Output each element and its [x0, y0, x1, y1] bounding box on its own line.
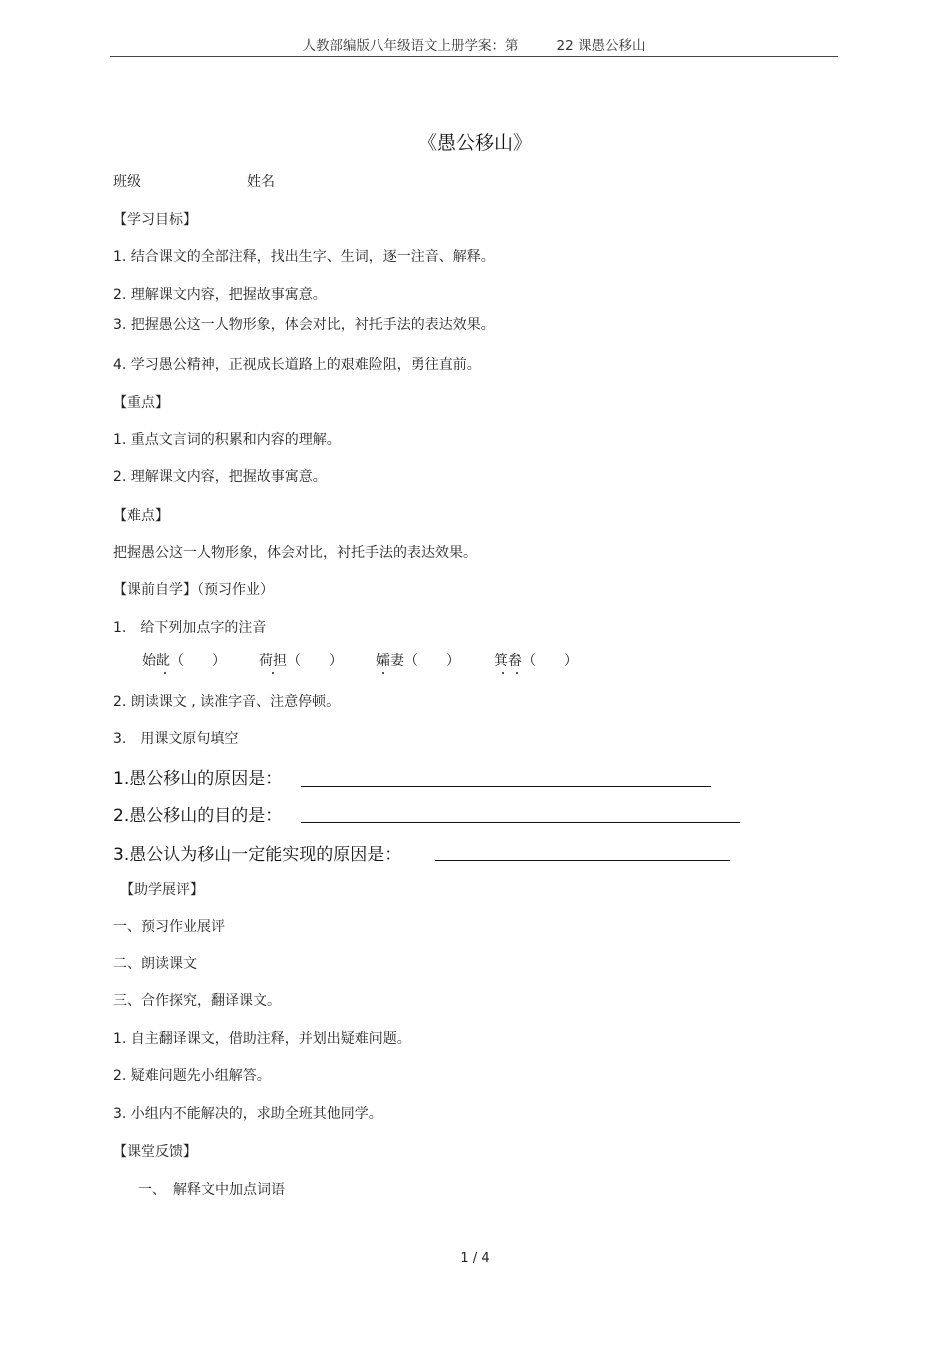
pinyin-blank: （ ）	[170, 653, 226, 669]
name-label: 姓名	[247, 174, 275, 190]
fill-blank-3-label: 3.愚公认为移山一定能实现的原因是：	[113, 845, 402, 865]
page-header	[110, 34, 838, 57]
goal-item-3: 3. 把握愚公这一人物形象，体会对比，衬托手法的表达效果。	[113, 317, 495, 333]
pinyin-item-2	[259, 650, 343, 670]
page-number: 1 / 4	[460, 1251, 490, 1266]
fill-blank-1-label: 1.愚公移山的原因是：	[113, 769, 283, 789]
pinyin-item-4	[494, 650, 578, 670]
key-item-2: 2. 理解课文内容，把握故事寓意。	[113, 469, 327, 485]
pinyin-item-1	[142, 650, 226, 670]
preview-heading: 【课前自学】（预习作业）	[113, 582, 274, 598]
header-left-text: 人教部编版八年级语文上册学案：第	[302, 38, 519, 54]
goals-heading: 【学习目标】	[113, 212, 197, 228]
header-right-text: 22 课愚公移山	[556, 38, 646, 54]
difficulty-heading: 【难点】	[113, 508, 169, 524]
pinyin-blank: （ ）	[522, 653, 578, 669]
pinyin-word: 荷担	[259, 653, 287, 669]
pinyin-blank: （ ）	[404, 653, 460, 669]
fill-blank-1-line[interactable]	[301, 786, 711, 787]
feedback-item-1: 一、 解释文中加点词语	[138, 1182, 285, 1198]
fill-blank-2-line[interactable]	[301, 822, 740, 823]
goal-item-1: 1. 结合课文的全部注释，找出生字、生词，逐一注音、解释。	[113, 249, 495, 265]
preview-question-3: 3. 用课文原句填空	[113, 731, 239, 747]
fill-blank-3-line[interactable]	[435, 860, 730, 861]
assist-heading: 【助学展评】	[120, 882, 204, 898]
assist-item-2: 二、朗读课文	[113, 956, 197, 972]
assist-item-1: 一、预习作业展评	[113, 919, 225, 935]
assist-item-4: 1. 自主翻译课文，借助注释，并划出疑难问题。	[113, 1031, 411, 1047]
document-title: 《愚公移山》	[417, 132, 532, 154]
pinyin-blank: （ ）	[287, 653, 343, 669]
pinyin-word: 始龀	[142, 653, 170, 669]
assist-item-6: 3. 小组内不能解决的，求助全班其他同学。	[113, 1106, 383, 1122]
difficulty-item-1: 把握愚公这一人物形象，体会对比，衬托手法的表达效果。	[113, 545, 477, 561]
preview-question-1: 1. 给下列加点字的注音	[113, 620, 267, 636]
pinyin-word: 孀妻	[376, 653, 404, 669]
class-label: 班级	[113, 174, 141, 190]
assist-item-3: 三、合作探究，翻译课文。	[113, 993, 281, 1009]
pinyin-word: 箕畚	[494, 653, 522, 669]
key-item-1: 1. 重点文言词的积累和内容的理解。	[113, 432, 341, 448]
goal-item-4: 4. 学习愚公精神，正视成长道路上的艰难险阻，勇往直前。	[113, 357, 481, 373]
feedback-heading: 【课堂反馈】	[113, 1144, 197, 1160]
key-heading: 【重点】	[113, 395, 169, 411]
goal-item-2: 2. 理解课文内容，把握故事寓意。	[113, 287, 327, 303]
fill-blank-2-label: 2.愚公移山的目的是：	[113, 806, 283, 826]
emphasis-dot	[164, 672, 166, 674]
preview-question-2: 2. 朗读课文 , 读准字音、注意停顿。	[113, 694, 341, 710]
emphasis-dot	[382, 672, 384, 674]
emphasis-dot	[516, 672, 518, 674]
pinyin-item-3	[376, 650, 460, 670]
emphasis-dot	[502, 672, 504, 674]
assist-item-5: 2. 疑难问题先小组解答。	[113, 1068, 271, 1084]
emphasis-dot	[272, 672, 274, 674]
